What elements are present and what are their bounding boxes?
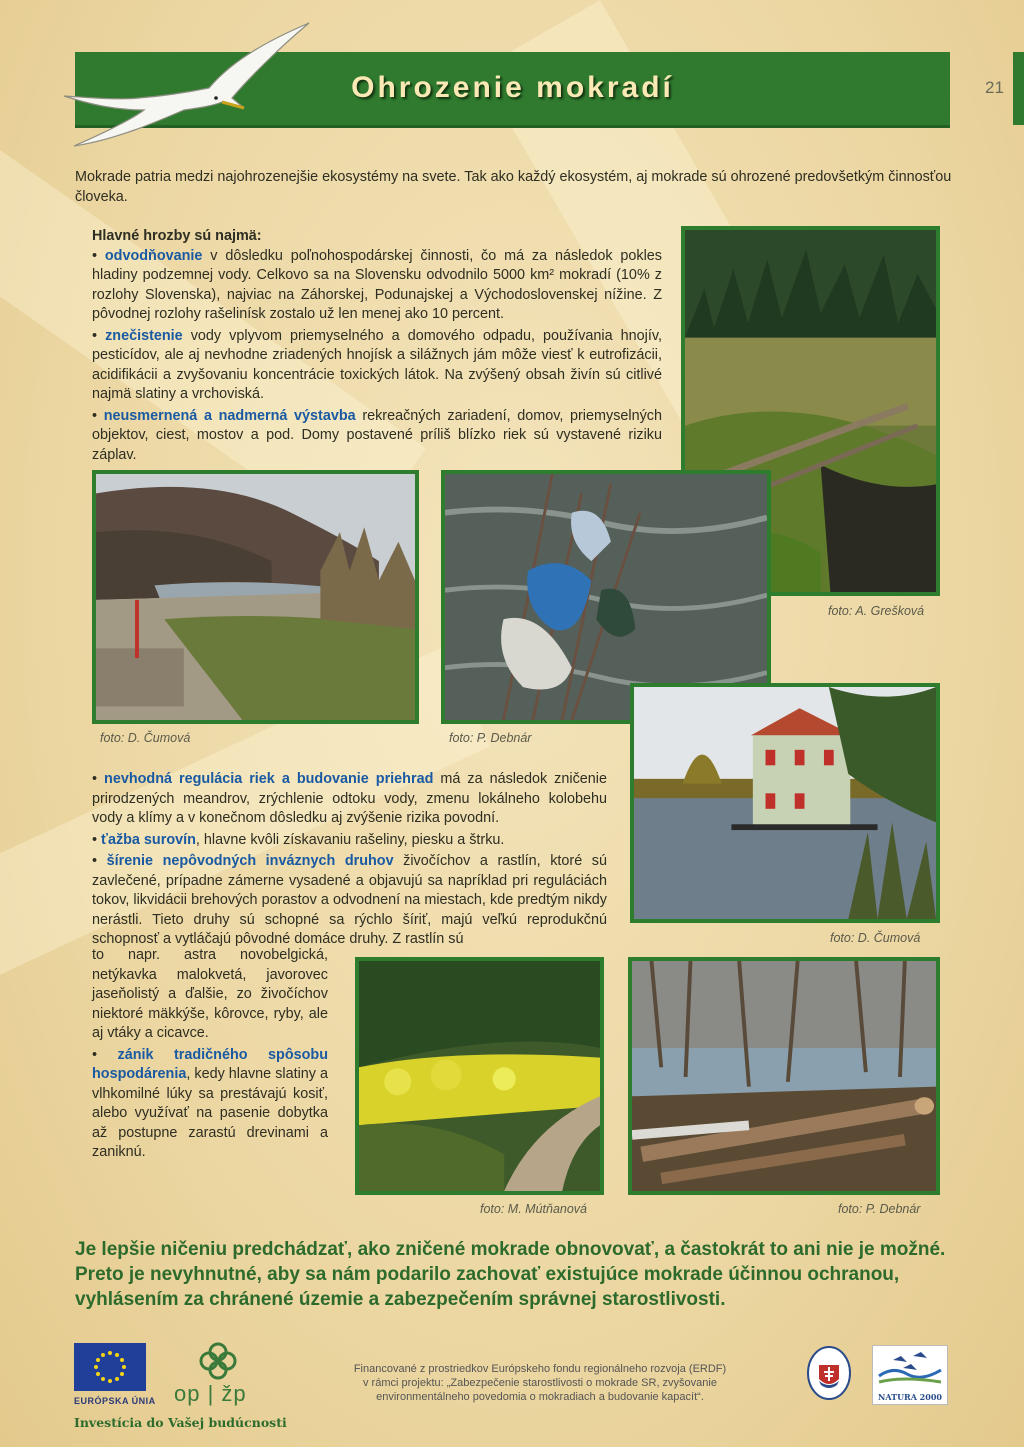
opzp-logo-text: op | žp xyxy=(174,1381,247,1406)
photo-caption: foto: P. Debnár xyxy=(449,731,532,745)
threat-text: rekreačných zariadení, domov, priemyselných objektov, ciest, mostov a pod. Domy postavené príliš blízko riek sú vystavené riziku záplav. xyxy=(92,407,662,463)
natura-2000-logo xyxy=(872,1345,948,1405)
threat-term: nevhodná regulácia riek a budovanie priehrad xyxy=(104,771,434,787)
threat-text: , kedy hlavne slatiny a vlhkomilné lúky sa prestávajú kosiť, alebo využívať na pasenie dobytka až postupne zarastú drevinami a zaniknú. xyxy=(92,1066,328,1160)
threat-item: • zánik tradičného spôsobu hospodárenia, kedy hlavne slatiny a vlhkomilné lúky sa prestávajú kosiť, alebo využívať na pasenie dobytka až postupne zarastú drevinami a zaniknú. xyxy=(92,1046,328,1160)
threat-item: • šírenie nepôvodných inváznych druhov živočíchov a rastlín, ktoré sú zavlečené, prípadne zámerne vysadené a objavujú sa napríklad pri reguláciách tokov, likvidácii brehových porastov a odvodnení na miestach, kde predtým nikdy nerástli. Tieto druhy sú schopné sa rýchlo šíriť, majú veľkú reprodukčnú schopnosť a vytláčajú pôvodné domáce druhy. Z rastlín sú xyxy=(92,853,607,947)
page-title: Ohrozenie mokradí xyxy=(351,71,674,104)
threat-text: v dôsledku poľnohospodárskej činnosti, čo má za následok pokles hladiny podzemnej vody. Celkovo sa na Slovensku odvodnilo 5000 km² mokradí (10% z rozlohy Slovenska), najviac na Záhorskej, Podunajskej a Východoslovenskej nížine. Z pôvodnej rozlohy rašelinísk zostalo už len menej ako 10 percent. xyxy=(92,247,662,322)
threat-term: zánik tradičného spôsobu hospodárenia xyxy=(92,1046,328,1082)
state-nature-conservancy-seal-icon xyxy=(806,1345,852,1401)
threat-term: odvodňovanie xyxy=(104,247,203,264)
invest-slogan: Investícia do Vašej budúcnosti xyxy=(74,1415,287,1430)
header-right-tab xyxy=(1013,52,1024,125)
egret-icon xyxy=(44,18,314,153)
photo-caption: foto: D. Čumová xyxy=(100,731,191,745)
photo-caption: foto: M. Mútňanová xyxy=(480,1202,588,1216)
photo-invasive-plants xyxy=(355,957,604,1195)
natura-2000-label: NATURA 2000 xyxy=(878,1392,942,1402)
photo-felled-trees xyxy=(628,957,940,1195)
page-number: 21 xyxy=(985,78,1004,97)
photo-caption: foto: D. Čumová xyxy=(830,931,921,945)
threat-text: , hlavne kvôli získavaniu rašeliny, piesku a štrku. xyxy=(195,831,505,848)
threat-term: ťažba surovín xyxy=(101,831,196,848)
photo-riverside-house xyxy=(630,683,940,923)
threats-heading: Hlavné hrozby sú najmä: xyxy=(92,228,262,244)
threat-item: • znečistenie vody vplyvom priemyselného a domového odpadu, používania hnojív, pesticídov, ale aj nevhodne zriadených hnojísk a silážnych jám môže viesť k eutrofizácii, acidifikácii a zvyšovaniu koncentrácie toxických látok. Na zvýšený obsah živín sú citlivé najmä slatiny a vrchoviská. xyxy=(92,327,662,402)
threats-block-bottom xyxy=(92,946,328,1163)
threat-item: • neusmernená a nadmerná výstavba rekreačných zariadení, domov, priemyselných objektov, ciest, mostov a pod. Domy postavené príliš blízko riek sú vystavené riziku záplav. xyxy=(92,407,662,463)
photo-river-road xyxy=(92,470,419,724)
eu-flag-icon xyxy=(74,1343,146,1391)
threat-item: • nevhodná regulácia riek a budovanie priehrad má za následok zničenie prirodzených meandrov, zrýchlenie odtoku vody, zmenu lokálneho kolobehu vody a klímy a v konečnom dôsledku aj zvýšenie rizika povodní. xyxy=(92,771,607,826)
threat-term: šírenie nepôvodných inváznych druhov xyxy=(106,853,394,869)
threat-item: • odvodňovanie v dôsledku poľnohospodárskej činnosti, čo má za následok pokles hladiny podzemnej vody. Celkovo sa na Slovensku odvodnilo 5000 km² mokradí (10% z rozlohy Slovenska), najviac na Záhorskej, Podunajskej a Východoslovenskej nížine. Z pôvodnej rozlohy rašelinísk zostalo už len menej ako 10 percent. xyxy=(92,247,662,322)
threat-item: • ťažba surovín, hlavne kvôli získavaniu rašeliny, piesku a štrku. xyxy=(92,831,505,848)
eu-label: EURÓPSKA ÚNIA xyxy=(74,1396,156,1406)
photo-caption: foto: P. Debnár xyxy=(838,1202,921,1216)
threat-text: má za následok zničenie prirodzených meandrov, zrýchlenie odtoku vody, zmenu lokálneho kolobehu vody a klímy a v konečnom dôsledku aj zvýšenie rizika povodní. xyxy=(92,771,607,826)
threat-term: neusmernená a nadmerná výstavba xyxy=(103,407,356,424)
conclusion-statement: Je lepšie ničeniu predchádzať, ako zničené mokrade obnovovať, a častokrát to ani nie je možné. Preto je nevyhnutné, aby sa nám podarilo zachovať existujúce mokrade účinnou ochranou, vyhlásením za chránené územie a zabezpečením správnej starostlivosti. xyxy=(75,1239,946,1310)
funding-line: Financované z prostriedkov Európskeho fondu regionálneho rozvoja (ERDF) xyxy=(353,1363,727,1375)
threat-text: to napr. astra novobelgická, netýkavka malokvetá, javorovec jaseňolistý a ďalšie, zo živočíchov niektoré mäkkýše, kôrovce, ryby, ale aj vtáky a cicavce. xyxy=(92,947,328,1041)
threats-block-middle xyxy=(92,770,607,950)
intro-paragraph: Mokrade patria medzi najohrozenejšie ekosystémy na svete. Tak ako každý ekosystém, aj mokrade sú ohrozené predovšetkým činnosťou človeka. xyxy=(75,169,952,205)
photo-caption: foto: A. Grešková xyxy=(828,604,925,618)
threat-term: znečistenie xyxy=(105,327,183,344)
funding-line: v rámci projektu: „Zabezpečenie starostlivosti o mokrade SR, zvyšovanie xyxy=(363,1377,717,1389)
threats-block-top xyxy=(92,227,662,465)
threat-text: živočíchov a rastlín, ktoré sú zavlečené, prípadne zámerne vysadené a objavujú sa napríklad pri reguláciách tokov, likvidácii brehových porastov a odvodnení na miestach, kde predtým nikdy nerástli. Tieto druhy sú schopné sa rýchlo šíriť, majú veľkú reprodukčnú schopnosť a vytláčajú pôvodné domáce druhy. Z rastlín sú xyxy=(92,853,607,947)
funding-line: environmentálneho povedomia o mokradiach a budovanie kapacít“. xyxy=(376,1391,704,1403)
threat-text: vody vplyvom priemyselného a domového odpadu, používania hnojív, pesticídov, ale aj nevhodne zriadených hnojísk a silážnych jám môže viesť k eutrofizácii, acidifikácii a zvyšovaniu koncentrácie toxických látok. Na zvýšený obsah živín sú citlivé najmä slatiny a vrchoviská. xyxy=(92,327,662,402)
funding-note xyxy=(320,1362,760,1404)
